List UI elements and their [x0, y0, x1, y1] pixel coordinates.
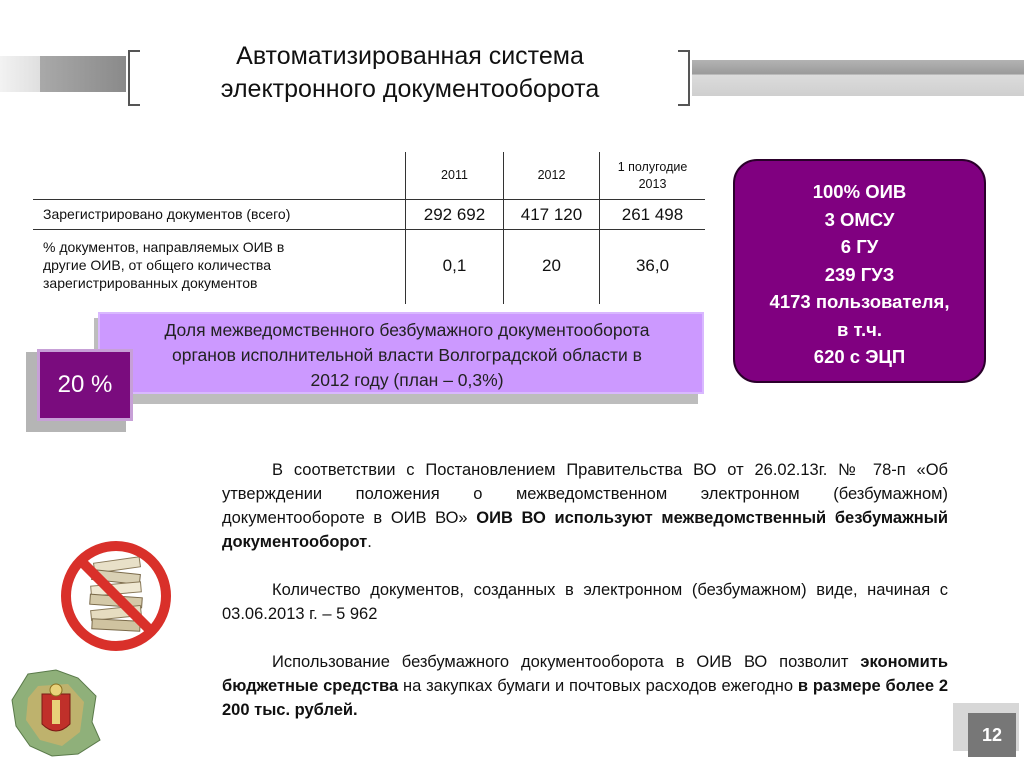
slide-title [140, 40, 680, 106]
header-bar-left-dark [40, 56, 126, 92]
table-divider [33, 229, 705, 230]
title-line-1: Автоматизированная система [236, 42, 584, 70]
table-row-label-line: % документов, направляемых ОИВ в [43, 239, 285, 255]
body-p1-bold: ОИВ ВО используют межведомственный безбумажный документооборот [222, 509, 948, 551]
callout-text [132, 318, 682, 393]
stats-line: 3 ОМСУ [824, 208, 895, 230]
table-header-2011: 2011 [441, 168, 468, 182]
body-p3-mid: на закупках бумаги и почтовых расходов ежегодно [398, 677, 798, 695]
body-text [222, 458, 948, 722]
body-paragraph-2: Количество документов, созданных в электронном (безбумажном) виде, начиная с 03.06.2013 г. – 5 962 [222, 581, 948, 623]
body-p1-end: . [367, 533, 372, 551]
table-row-label-line: другие ОИВ, от общего количества [43, 257, 271, 273]
stats-line: 620 с ЭЦП [813, 346, 906, 367]
title-bracket-left [128, 50, 140, 106]
stats-line: в т.ч. [837, 318, 882, 340]
header-bar-right [692, 60, 1024, 96]
table-header-half-2013 [600, 152, 705, 199]
title-line-2: электронного документооборота [220, 75, 600, 103]
body-p3-bold-1: экономить бюджетные средства [222, 653, 948, 695]
table-header-half-line1: 1 полугодие [617, 159, 688, 174]
stats-table [33, 152, 705, 304]
table-header-2012: 2012 [537, 168, 566, 182]
percent-badge: 20 % [37, 349, 133, 421]
table-header-half-line2: 2013 [638, 176, 667, 191]
stats-line: 239 ГУЗ [824, 263, 895, 285]
table-cell: 261 498 [621, 204, 684, 224]
body-p3-bold-2: в размере более 2 200 тыс. рублей. [222, 677, 949, 719]
callout-line-1: Доля межведомственного безбумажного документооборота [164, 320, 650, 340]
stats-box [733, 159, 986, 383]
callout-line-2: органов исполнительной власти Волгоградской области в [172, 345, 642, 365]
table-cell: 417 120 [520, 204, 583, 224]
no-paper-prohibition-icon [58, 538, 174, 654]
stats-line: 4173 пользователя, [769, 291, 950, 312]
body-p3-start: Использование безбумажного документооборота в ОИВ ВО позволит [272, 653, 861, 671]
table-cell: 20 [542, 256, 561, 275]
volgograd-region-emblem-icon [8, 666, 104, 760]
stats-line: 100% ОИВ [812, 181, 907, 202]
table-cell: 36,0 [635, 256, 670, 275]
table-cell: 0,1 [442, 256, 467, 275]
table-cell: 292 692 [423, 204, 486, 224]
body-paragraph-1 [222, 458, 948, 554]
page-number: 12 [968, 713, 1016, 757]
body-paragraph-3 [222, 650, 948, 722]
table-row-label: Зарегистрировано документов (всего) [43, 206, 291, 222]
table-row-label [43, 238, 284, 292]
table-row-label-line: зарегистрированных документов [43, 275, 258, 291]
callout-line-3: 2012 году (план – 0,3%) [310, 370, 504, 390]
stats-line: 6 ГУ [840, 236, 879, 257]
body-p1-start: В соответствии с Постановлением Правительства ВО от 26.02.13г. № 78-п «Об утверждении положения о межведомственном электронном (безбумажном) документообороте в ОИВ ВО» [222, 461, 948, 527]
